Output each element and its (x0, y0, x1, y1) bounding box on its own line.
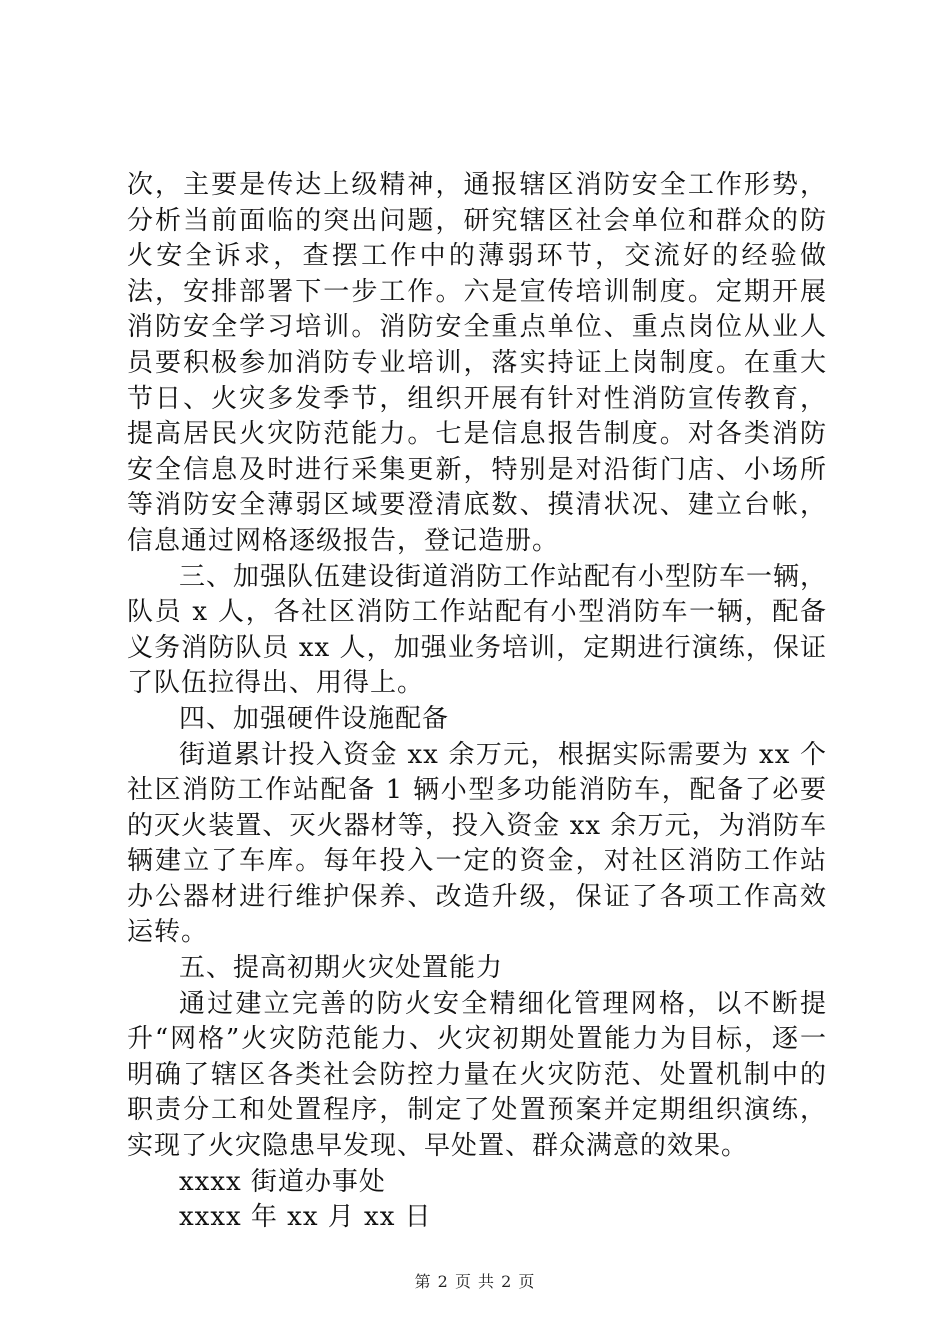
paragraph-section-four: 街道累计投入资金 xx 余万元，根据实际需要为 xx 个社区消防工作站配备 1 辆小型多功能消防车，配备了必要的灭火装置、灭火器材等，投入资金 xx 余万元，为消防车辆建立了车库。每年投入一定的资金，对社区消防工作站办公器材进行维护保养、改造升级，保证了各项工作高效运转。 (127, 739, 827, 948)
signature-date: xxxx 年 xx 月 xx 日 (179, 1202, 432, 1233)
paragraph-section-three: 三、加强队伍建设街道消防工作站配有小型防车一辆，队员 x 人，各社区消防工作站配有小型消防车一辆，配备义务消防队员 xx 人，加强业务培训，定期进行演练，保证了队伍拉得出、用得上。 (127, 561, 828, 699)
page-footer: 第 2 页 共 2 页 (414, 1272, 536, 1291)
document-body (127, 168, 827, 1236)
signature-org: xxxx 街道办事处 (179, 1166, 386, 1197)
paragraph-section-five: 通过建立完善的防火安全精细化管理网格，以不断提升“网格”火灾防范能力、火灾初期处置能力为目标，逐一明确了辖区各类社会防控力量在火灾防范、处置机制中的职责分工和处置程序，制定了处置预案并定期组织演练，实现了火灾隐患早发现、早处置、群众满意的效果。 (127, 988, 827, 1162)
heading-section-five: 五、提高初期火灾处置能力 (179, 953, 504, 984)
paragraph-continuation: 次，主要是传达上级精神，通报辖区消防安全工作形势，分析当前面临的突出问题，研究辖区社会单位和群众的防火安全诉求，查摆工作中的薄弱环节，交流好的经验做法，安排部署下一步工作。六是宣传培训制度。定期开展消防安全学习培训。消防安全重点单位、重点岗位从业人员要积极参加消防专业培训，落实持证上岗制度。在重大节日、火灾多发季节，组织开展有针对性消防宣传教育，提高居民火灾防范能力。七是信息报告制度。对各类消防安全信息及时进行采集更新，特别是对沿街门店、小场所等消防安全薄弱区域要澄清底数、摸清状况、建立台帐，信息通过网格逐级报告，登记造册。 (127, 170, 827, 556)
heading-section-four: 四、加强硬件设施配备 (179, 703, 450, 734)
